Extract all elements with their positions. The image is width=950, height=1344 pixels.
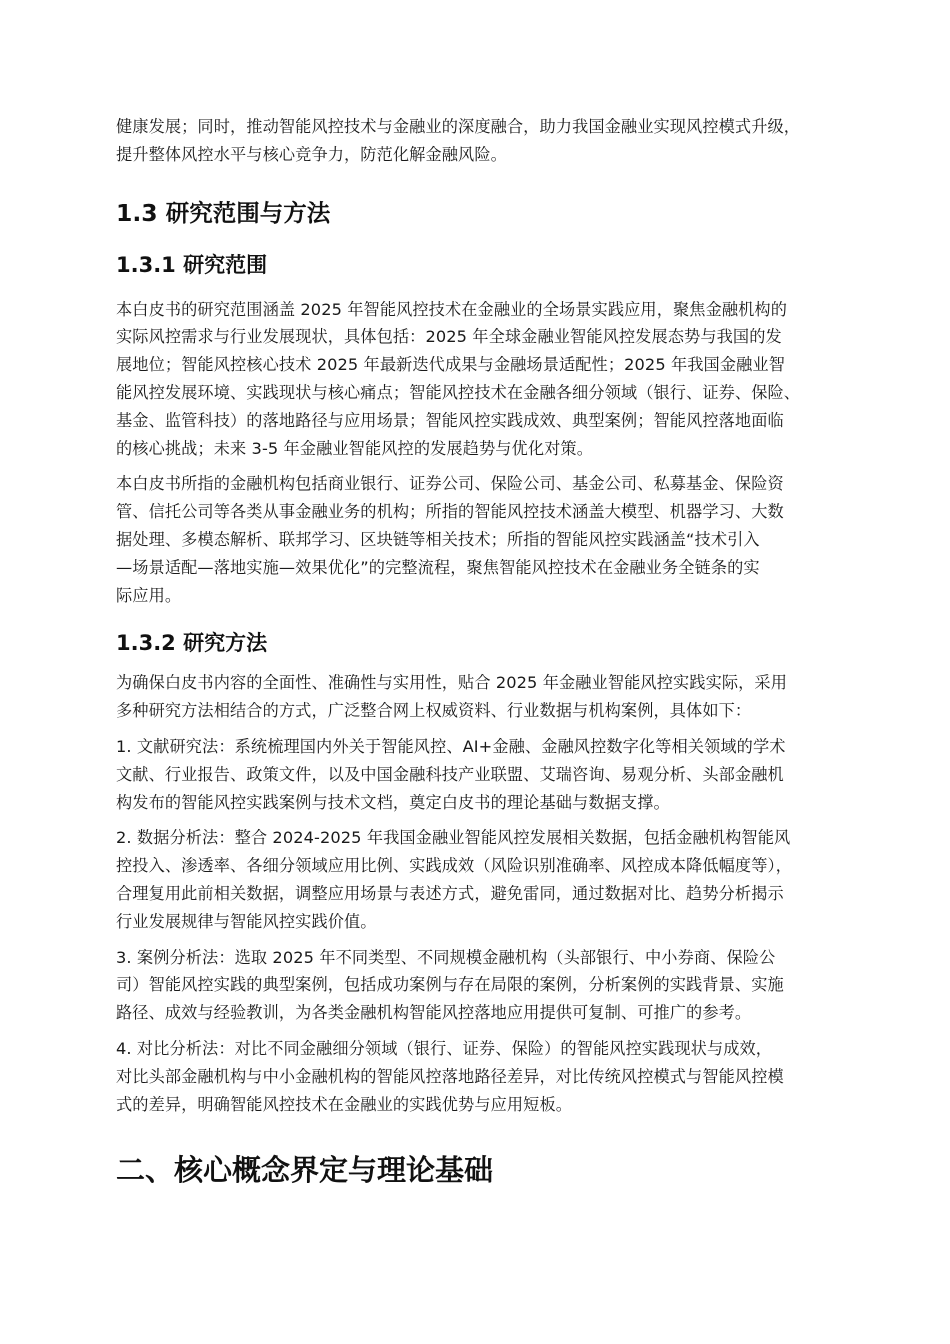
text-line: 对比头部金融机构与中小金融机构的智能风控落地路径差异，对比传统风控模式与智能风控模 <box>116 1066 784 1086</box>
method-data-analysis <box>116 824 838 935</box>
method-comparative-analysis <box>116 1035 838 1118</box>
text-line: 为确保白皮书内容的全面性、准确性与实用性，贴合 2025 年金融业智能风控实践实际，采用 <box>116 673 788 693</box>
text-line: 的核心挑战；未来 3-5 年金融业智能风控的发展趋势与优化对策。 <box>116 438 593 458</box>
text-line: 据处理、多模态解析、联邦学习、区块链等相关技术；所指的智能风控实践涵盖“技术引入 <box>116 529 760 549</box>
text-line: 多种研究方法相结合的方式，广泛整合网上权威资料、行业数据与机构案例，具体如下： <box>116 701 752 721</box>
text-line: 管、信托公司等各类从事金融业务的机构；所指的智能风控技术涵盖大模型、机器学习、大数 <box>116 502 784 522</box>
text-line: 本白皮书所指的金融机构包括商业银行、证券公司、保险公司、基金公司、私募基金、保险资 <box>116 474 784 494</box>
text-line: 构发布的智能风控实践案例与技术文档，奠定白皮书的理论基础与数据支撑。 <box>116 792 670 812</box>
scope-paragraph-1 <box>116 296 838 463</box>
subsection-heading-1-3-1: 1.3.1 研究范围 <box>116 252 268 277</box>
method-literature-research <box>116 733 838 816</box>
text-line: 路径、成效与经验教训，为各类金融机构智能风控落地应用提供可复制、可推广的参考。 <box>116 1003 752 1023</box>
text-line: 合理复用此前相关数据，调整应用场景与表述方式，避免雷同，通过数据对比、趋势分析揭示 <box>116 883 784 903</box>
text-line: 际应用。 <box>116 585 182 605</box>
text-line: 2. 数据分析法：整合 2024-2025 年我国金融业智能风控发展相关数据，包括金融机构智能风 <box>116 828 791 848</box>
document-page <box>116 113 838 1188</box>
text-line: 式的差异，明确智能风控技术在金融业的实践优势与应用短板。 <box>116 1094 573 1114</box>
text-line: 4. 对比分析法：对比不同金融细分领域（银行、证券、保险）的智能风控实践现状与成效， <box>116 1038 773 1058</box>
text-line: 健康发展；同时，推动智能风控技术与金融业的深度融合，助力我国金融业实现风控模式升级， <box>116 117 801 136</box>
subsection-heading-1-3-2: 1.3.2 研究方法 <box>116 631 268 656</box>
text-line: 司）智能风控实践的典型案例，包括成功案例与存在局限的案例，分析案例的实践背景、实施 <box>116 975 784 995</box>
text-line: —场景适配—落地实施—效果优化”的完整流程，聚焦智能风控技术在金融业务全链条的实 <box>116 557 760 577</box>
text-line: 行业发展规律与智能风控实践价值。 <box>116 911 377 931</box>
methods-intro-paragraph <box>116 669 838 725</box>
section-heading-1-3: 1.3 研究范围与方法 <box>116 198 331 227</box>
text-line: 实际风控需求与行业发展现状，具体包括：2025 年全球金融业智能风控发展态势与我国的发 <box>116 327 782 347</box>
text-line: 3. 案例分析法：选取 2025 年不同类型、不同规模金融机构（头部银行、中小券商、保险公 <box>116 947 776 967</box>
text-line: 文献、行业报告、政策文件，以及中国金融科技产业联盟、艾瑞咨询、易观分析、头部金融机 <box>116 764 784 784</box>
scope-paragraph-2 <box>116 470 838 609</box>
chapter-heading-2: 二、核心概念界定与理论基础 <box>116 1153 494 1188</box>
text-line: 提升整体风控水平与核心竞争力，防范化解金融风险。 <box>116 144 507 164</box>
method-case-analysis <box>116 944 838 1027</box>
text-line: 1. 文献研究法：系统梳理国内外关于智能风控、AI+金融、金融风控数字化等相关领域的学术 <box>116 736 786 756</box>
text-line: 控投入、渗透率、各细分领域应用比例、实践成效（风险识别准确率、风控成本降低幅度等）， <box>116 856 792 876</box>
text-line: 基金、监管科技）的落地路径与应用场景；智能风控实践成效、典型案例；智能风控落地面临 <box>116 410 784 430</box>
text-line: 本白皮书的研究范围涵盖 2025 年智能风控技术在金融业的全场景实践应用，聚焦金融机构的 <box>116 299 788 319</box>
text-line: 能风控发展环境、实践现状与核心痛点；智能风控技术在金融各细分领域（银行、证券、保险、 <box>116 382 801 402</box>
text-line: 展地位；智能风控核心技术 2025 年最新迭代成果与金融场景适配性；2025 年我国金融业智 <box>116 355 785 375</box>
intro-paragraph <box>116 113 838 169</box>
